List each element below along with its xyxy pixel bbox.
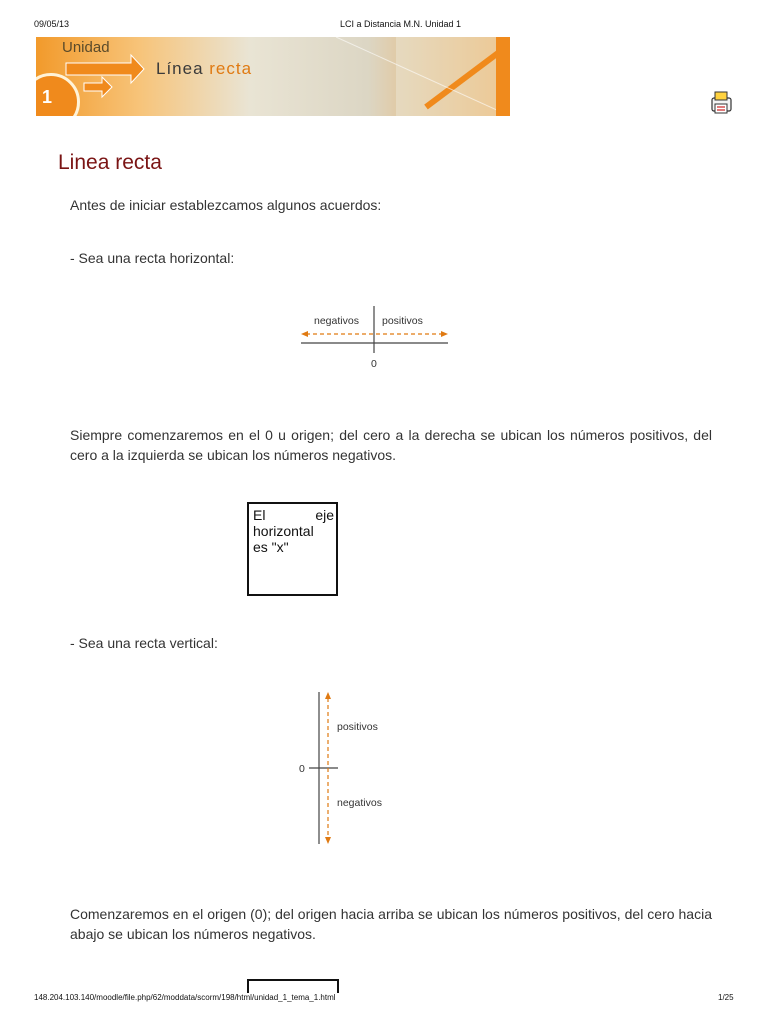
- horizontal-number-line-diagram: [296, 300, 456, 375]
- printer-icon[interactable]: [709, 89, 735, 115]
- print-date: 09/05/13: [34, 19, 70, 29]
- intro-text: Antes de iniciar establezcamos algunos acuerdos:: [70, 197, 382, 213]
- up-arrowhead: [325, 692, 331, 699]
- banner-title: [156, 59, 252, 79]
- horizontal-description: Siempre comenzaremos en el 0 u origen; del cero a la derecha se ubican los números positivos, del cero a la izquierda se ubican los números negativos.: [70, 427, 712, 463]
- unit-banner: [36, 37, 510, 116]
- page-title: Linea recta: [58, 151, 162, 174]
- print-url: 148.204.103.140/moodle/file.php/62/moddata/scorm/198/html/unidad_1_tema_1.html: [34, 993, 336, 1002]
- left-arrowhead: [301, 331, 308, 337]
- positive-label: positivos: [337, 721, 378, 733]
- horizontal-line-text: - Sea una recta horizontal:: [70, 250, 235, 266]
- note-line-3: es "x": [253, 539, 289, 555]
- note-word-1: El: [253, 507, 266, 523]
- vertical-line-text: - Sea una recta vertical:: [70, 635, 218, 651]
- down-arrowhead: [325, 837, 331, 844]
- print-title: LCI a Distancia M.N. Unidad 1: [340, 19, 462, 29]
- origin-label: 0: [371, 358, 377, 370]
- banner-title-accent: recta: [209, 59, 253, 78]
- note-line-2: horizontal: [253, 523, 314, 539]
- note-box: [247, 502, 338, 596]
- right-arrowhead: [441, 331, 448, 337]
- page-number: 1/25: [718, 993, 734, 1002]
- banner-unidad-label: Unidad: [62, 39, 110, 56]
- vertical-description: Comenzaremos en el origen (0); del origen hacia arriba se ubican los números positivos, del cero hacia abajo se ubican los números negativos.: [70, 906, 712, 942]
- negative-label: negativos: [314, 315, 359, 327]
- note-word-2: eje: [315, 507, 334, 523]
- positive-label: positivos: [382, 315, 423, 327]
- negative-label: negativos: [337, 797, 382, 809]
- origin-label: 0: [299, 763, 305, 775]
- banner-title-part1: Línea: [156, 59, 210, 78]
- note-box-partial: [247, 979, 339, 993]
- vertical-number-line-diagram: [295, 688, 405, 850]
- unit-number: 1: [42, 87, 53, 107]
